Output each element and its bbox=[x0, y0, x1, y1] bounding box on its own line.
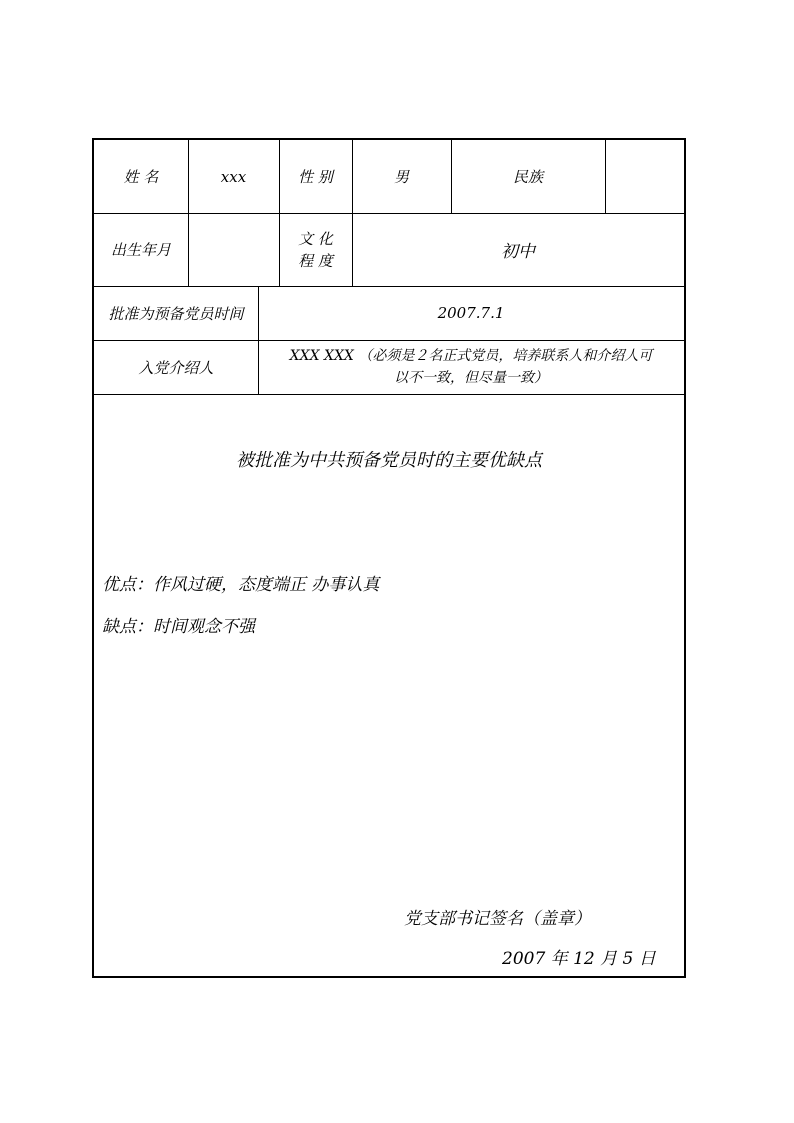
ethnicity-value bbox=[605, 140, 684, 213]
row-divider bbox=[94, 394, 684, 395]
introducer-label: 入党介绍人 bbox=[138, 358, 214, 377]
ethnicity-label: 民族 bbox=[512, 168, 543, 186]
education-label-line2: 程 度 bbox=[298, 251, 333, 270]
weaknesses-text: 缺点：时间观念不强 bbox=[102, 617, 255, 637]
education-label bbox=[279, 213, 352, 286]
approval-date-value: 2007.7.1 bbox=[437, 304, 505, 322]
gender-label: 性 别 bbox=[298, 168, 333, 186]
signature-date: 2007 年 12 月 5 日 bbox=[502, 949, 656, 969]
approval-date-label: 批准为预备党员时间 bbox=[108, 304, 244, 323]
birth-label: 出生年月 bbox=[110, 241, 171, 259]
education-value: 初中 bbox=[501, 242, 535, 262]
secretary-signature-label: 党支部书记签名（盖章） bbox=[404, 909, 591, 929]
member-info-form bbox=[92, 138, 686, 978]
introducer-value-line1: XXX XXX （必须是２名正式党员，培养联系人和介绍人可 bbox=[289, 348, 653, 364]
name-value: xxx bbox=[220, 167, 247, 186]
name-label: 姓 名 bbox=[123, 168, 159, 186]
gender-value: 男 bbox=[393, 168, 409, 186]
introducer-value-line2: 以不一致，但尽量一致） bbox=[394, 370, 548, 386]
section-title: 被批准为中共预备党员时的主要优缺点 bbox=[236, 450, 542, 471]
introducer-value bbox=[258, 340, 684, 394]
education-label-line1: 文 化 bbox=[298, 229, 333, 248]
strengths-text: 优点：作风过硬，态度端正 办事认真 bbox=[102, 575, 380, 595]
birth-value bbox=[188, 213, 279, 286]
